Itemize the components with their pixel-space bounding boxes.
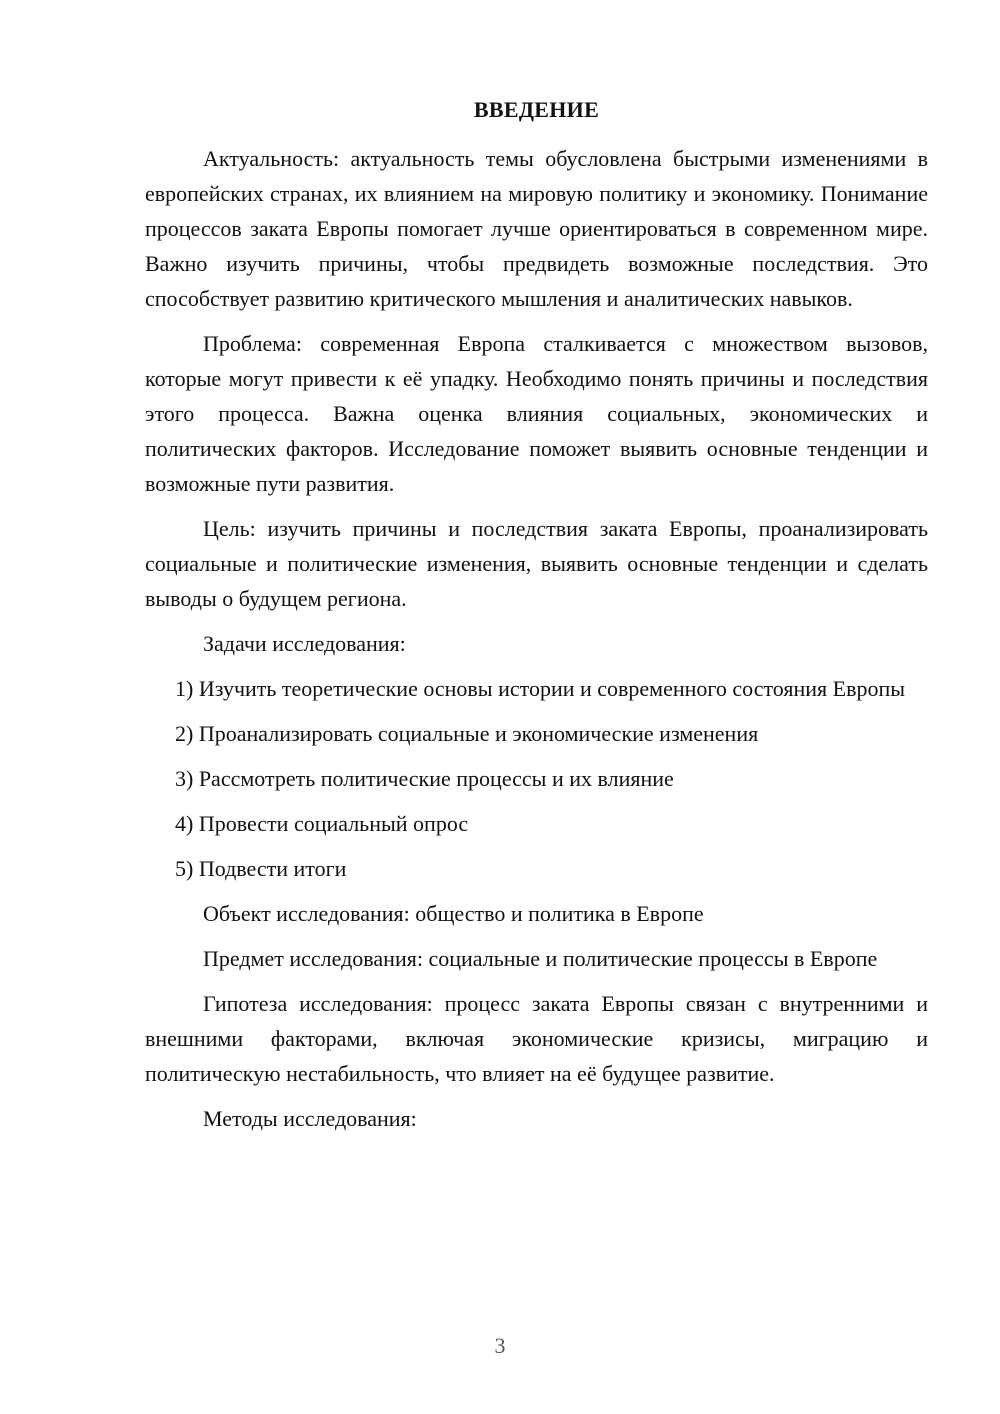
relevance-paragraph: Актуальность: актуальность темы обусловлена быстрыми изменениями в европейских странах, их влиянием на мировую политику и экономику. Понимание процессов заката Европы помогает лучше ориентироваться в современном мире. Важно изучить причины, чтобы предвидеть возможные последствия. Это способствует развитию критического мышления и аналитических навыков. xyxy=(145,146,928,311)
task-item: 4) Провести социальный опрос xyxy=(175,811,469,836)
document-page xyxy=(145,95,928,1146)
subject-paragraph: Предмет исследования: социальные и политические процессы в Европе xyxy=(203,946,878,971)
tasks-heading: Задачи исследования: xyxy=(203,631,406,656)
problem-paragraph: Проблема: современная Европа сталкивается с множеством вызовов, которые могут привести к её упадку. Необходимо понять причины и последствия этого процесса. Важна оценка влияния социальных, экономических и политических факторов. Исследование поможет выявить основные тенденции и возможные пути развития. xyxy=(145,331,928,496)
task-item: 3) Рассмотреть политические процессы и их влияние xyxy=(175,766,674,791)
page-number: 3 xyxy=(494,1333,506,1358)
task-item: 2) Проанализировать социальные и экономические изменения xyxy=(175,721,759,746)
methods-heading: Методы исследования: xyxy=(203,1106,417,1131)
document-title: ВВЕДЕНИЕ xyxy=(473,97,600,122)
task-item: 5) Подвести итоги xyxy=(175,856,347,881)
tasks-list xyxy=(145,671,928,886)
task-item: 1) Изучить теоретические основы истории и современного состояния Европы xyxy=(175,676,906,701)
object-paragraph: Объект исследования: общество и политика в Европе xyxy=(203,901,704,926)
goal-paragraph: Цель: изучить причины и последствия заката Европы, проанализировать социальные и политические изменения, выявить основные тенденции и сделать выводы о будущем региона. xyxy=(145,516,928,611)
hypothesis-paragraph: Гипотеза исследования: процесс заката Европы связан с внутренними и внешними факторами, включая экономические кризисы, миграцию и политическую нестабильность, что влияет на её будущее развитие. xyxy=(145,991,928,1086)
